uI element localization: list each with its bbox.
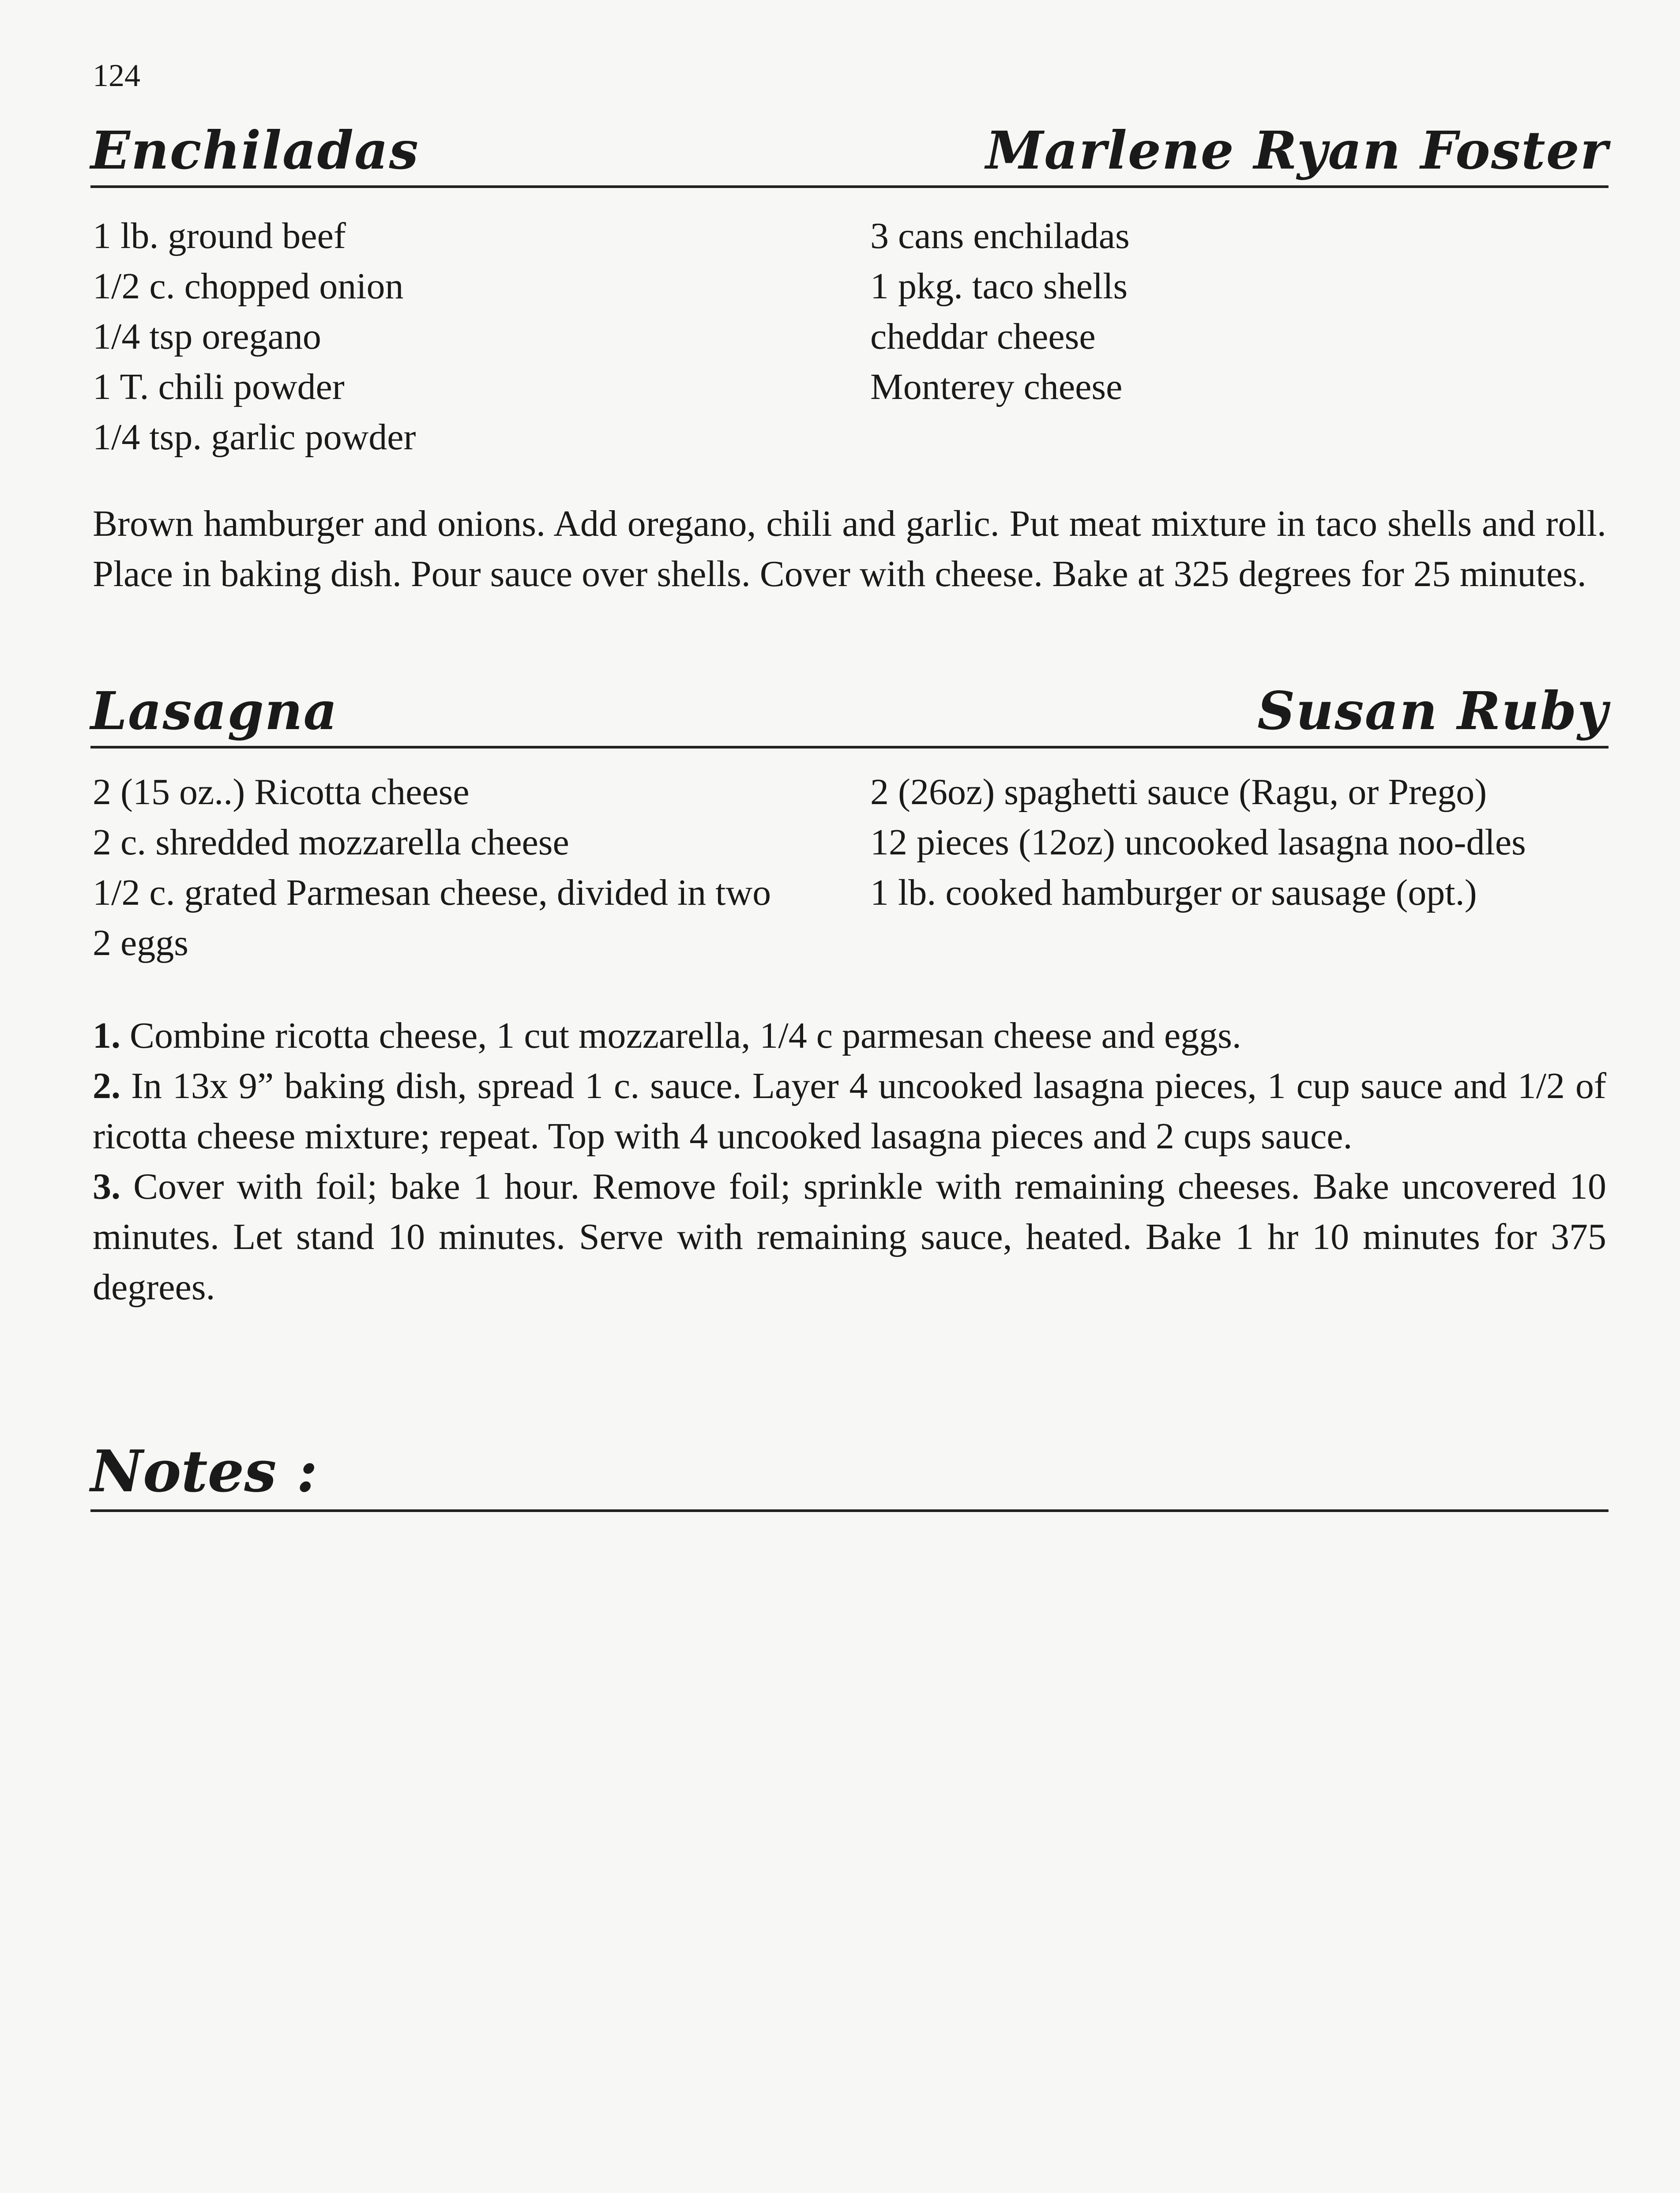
step-text: Combine ricotta cheese, 1 cut mozzarella, 1/4 c parmesan cheese and eggs. bbox=[130, 1015, 1241, 1056]
recipe-author: Susan Ruby bbox=[1257, 680, 1609, 741]
ingredient-item: 2 (15 oz..) Ricotta cheese bbox=[93, 771, 470, 813]
recipe-title: Enchiladas bbox=[90, 120, 419, 181]
ingredient-item: 1/4 tsp. garlic powder bbox=[93, 417, 416, 458]
instruction-paragraph: Brown hamburger and onions. Add oregano, chili and garlic. Put meat mixture in taco shells and roll. Place in baking dish. Pour sauce over shells. Cover with cheese. Bake at 325 degrees for 25 minutes. bbox=[93, 503, 1606, 594]
step-text: Cover with foil; bake 1 hour. Remove foil; sprinkle with remaining cheeses. Bake uncovered 10 minutes. Let stand 10 minutes. Serve with remaining sauce, heated. Bake 1 hr 10 minutes for 375 degrees. bbox=[93, 1166, 1607, 1308]
step-number: 1. bbox=[93, 1015, 120, 1056]
instruction-step bbox=[93, 1061, 1606, 1162]
ingredient-item: 1/2 c. chopped onion bbox=[93, 266, 404, 307]
ingredient-item: 1 pkg. taco shells bbox=[870, 266, 1128, 307]
ingredient-item: 2 c. shredded mozzarella cheese bbox=[93, 822, 569, 863]
ingredient-item: 1/4 tsp oregano bbox=[93, 316, 321, 357]
ingredient-item: 1 lb. cooked hamburger or sausage (opt.) bbox=[870, 872, 1477, 913]
recipe-header-enchiladas bbox=[90, 119, 1609, 188]
ingredients-right-column bbox=[870, 211, 1607, 412]
ingredient-item: 1/2 c. grated Parmesan cheese, divided in two bbox=[93, 872, 771, 913]
ingredient-item: 3 cans enchiladas bbox=[870, 215, 1130, 256]
instruction-step bbox=[93, 1162, 1606, 1313]
instructions-enchiladas bbox=[93, 499, 1606, 599]
notes-header bbox=[90, 1439, 1609, 1512]
ingredient-item: 1 lb. ground beef bbox=[93, 215, 346, 256]
ingredients-right-column bbox=[870, 767, 1606, 918]
ingredient-item: Monterey cheese bbox=[870, 366, 1123, 407]
recipe-title: Lasagna bbox=[90, 680, 338, 741]
ingredients-left-column bbox=[93, 767, 816, 968]
instructions-lasagna bbox=[93, 1011, 1606, 1313]
ingredient-item: 1 T. chili powder bbox=[93, 366, 345, 407]
step-number: 2. bbox=[93, 1065, 120, 1106]
ingredient-item: cheddar cheese bbox=[870, 316, 1096, 357]
ingredient-item: 2 (26oz) spaghetti sauce (Ragu, or Prego) bbox=[870, 771, 1487, 813]
recipe-author: Marlene Ryan Foster bbox=[985, 120, 1609, 181]
recipe-header-lasagna bbox=[90, 680, 1609, 749]
step-text: In 13x 9” baking dish, spread 1 c. sauce. Layer 4 uncooked lasagna pieces, 1 cup sauce and 1/2 of ricotta cheese mixture; repeat. Top with 4 uncooked lasagna pieces and 2 cups sauce. bbox=[93, 1065, 1607, 1157]
ingredient-item: 12 pieces (12oz) uncooked lasagna noo-dles bbox=[870, 822, 1526, 863]
step-number: 3. bbox=[93, 1166, 120, 1207]
notes-title: Notes : bbox=[90, 1437, 318, 1505]
page-number: 124 bbox=[93, 58, 140, 93]
instruction-step bbox=[93, 1011, 1606, 1061]
ingredient-item: 2 eggs bbox=[93, 922, 188, 963]
ingredients-left-column bbox=[93, 211, 843, 463]
